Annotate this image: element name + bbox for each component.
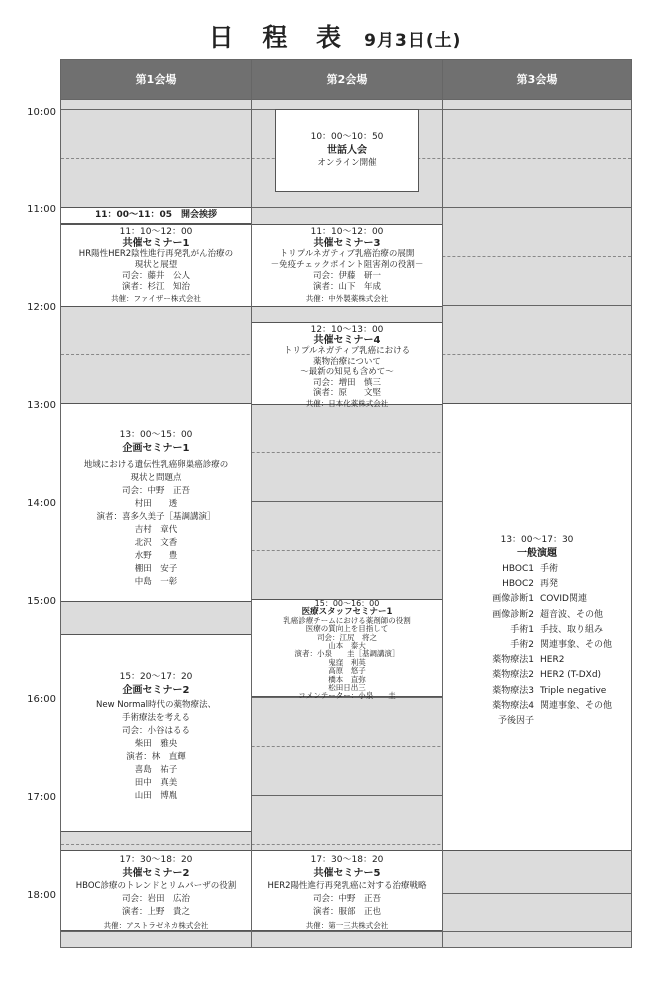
session-time: 15：20～17：20 — [119, 672, 193, 682]
session-line: 司会：中野 正吾 — [312, 894, 381, 904]
session-name: 医療スタッフセミナー1 — [301, 607, 393, 618]
session-line: 鬼窪 利英 — [328, 657, 366, 667]
session-line: 乳癌診療チームにおける薬剤師の役割 — [283, 615, 411, 625]
session-line: 司会：増田 慎三 — [312, 377, 381, 388]
session-line: 演者：杉江 知治 — [121, 282, 190, 292]
session-name: 共催セミナー1 — [122, 238, 190, 249]
session-line: 演者：喜多久美子［基調講演］ — [96, 512, 216, 522]
presentation-category: 手術1 — [510, 624, 534, 635]
session-line: 吉村 章代 — [134, 525, 178, 535]
session-line: 北沢 文香 — [134, 538, 178, 548]
opening-text: 11：00～11：05 開会挨拶 — [94, 210, 218, 220]
session-line: 司会：江尻 将之 — [317, 632, 377, 642]
presentation-category: 薬物療法1 — [492, 655, 534, 666]
general-presentations — [443, 403, 631, 851]
session-line: オンライン開催 — [317, 158, 377, 168]
presentation-topic: 関連事象、その他 — [540, 640, 613, 651]
session-name: 共催セミナー2 — [122, 868, 190, 879]
session-time: 17：30～18：20 — [119, 855, 193, 865]
session-line: New Normal時代の薬物療法、 — [96, 700, 216, 710]
session-name: 企画セミナー2 — [122, 685, 190, 696]
presentation-topic: HER2 (T-DXd) — [540, 670, 602, 681]
schedule-title: 日 程 表 — [208, 23, 352, 52]
presentation-category: 手術2 — [510, 640, 534, 651]
session-name: 共催セミナー4 — [313, 334, 381, 346]
session-line: 司会：中野 正吾 — [121, 486, 190, 496]
presentation-topic: Triple negative — [540, 685, 607, 696]
session-line: ～最新の知見も含めて～ — [300, 367, 394, 377]
presentation-category: 画像診断1 — [492, 594, 534, 605]
presentation-topic: 再発 — [540, 579, 559, 590]
sponsored-seminar-5 — [252, 850, 442, 931]
session-time: 12：10～13：00 — [310, 325, 384, 335]
session-line: －免疫チェックポイント阻害剤の役割－ — [270, 260, 424, 270]
time-label: 17:00 — [27, 792, 56, 803]
session-name: 共催セミナー3 — [313, 238, 381, 249]
session-line: 山本 泰大 — [328, 641, 366, 651]
time-label: 16:00 — [27, 694, 56, 705]
session-line: 薬物治療について — [313, 356, 381, 367]
session-line: 演者：小泉 圭［基調講演］ — [294, 649, 400, 659]
presentation-category: 画像診断2 — [492, 609, 534, 620]
session-name: 一般演題 — [517, 548, 557, 559]
steering-committee — [275, 109, 419, 192]
session-line: 司会：藤井 公人 — [121, 271, 190, 281]
column-header-hall-1: 第1会場 — [135, 73, 177, 86]
time-label: 15:00 — [27, 596, 56, 607]
session-line: 水野 豊 — [134, 551, 178, 561]
presentation-topic: COVID関連 — [540, 594, 587, 605]
session-line: トリプルネガティブ乳癌における — [283, 346, 411, 356]
schedule-date: 9月3日(土) — [364, 31, 462, 51]
session-line: コメンテーター：小泉 圭 — [298, 691, 396, 701]
session-line: 田中 真美 — [134, 778, 178, 788]
session-line: 共催：アストラゼネカ株式会社 — [103, 921, 209, 930]
session-line: 共催：第一三共株式会社 — [305, 921, 389, 930]
time-label: 12:00 — [27, 302, 56, 313]
session-line: 喜島 祐子 — [134, 765, 178, 775]
column-header-hall-3: 第3会場 — [516, 73, 558, 86]
session-line: 松田日出三 — [328, 683, 366, 693]
presentation-topic — [540, 714, 612, 729]
session-time: 15：00～16：00 — [314, 599, 380, 608]
session-line: 演者：原 文堅 — [312, 388, 381, 398]
session-line: 共催：日本化薬株式会社 — [305, 398, 389, 408]
session-line: 山田 博胤 — [134, 791, 178, 801]
sponsored-seminar-2 — [61, 850, 251, 931]
session-line: 手術療法を考える — [121, 713, 190, 723]
session-line: 棚田 安子 — [134, 564, 178, 574]
presentation-category: HBOC1 — [502, 564, 534, 574]
presentation-topic: 関連事象、その他 — [540, 700, 613, 711]
session-time: 10：00～10：50 — [310, 132, 384, 142]
sponsored-seminar-1 — [61, 224, 251, 307]
session-line: HER2陽性進行再発乳癌に対する治療戦略 — [267, 881, 427, 891]
session-line: 演者：林 直輝 — [126, 752, 186, 762]
presentation-category: 薬物療法3 — [492, 685, 534, 696]
session-line: 橋本 直弥 — [328, 674, 366, 684]
session-line: 演者：山下 年成 — [312, 282, 381, 292]
session-line: 現状と問題点 — [130, 473, 182, 483]
time-label: 11:00 — [27, 204, 56, 215]
session-line: 共催：ファイザー株式会社 — [111, 294, 201, 303]
time-label: 10:00 — [27, 107, 56, 118]
session-name: 共催セミナー5 — [313, 868, 381, 879]
session-line: 現状と展望 — [134, 260, 178, 270]
page-title — [0, 18, 670, 54]
session-line: 高原 悠子 — [328, 666, 366, 676]
presentation-topic: 手術 — [540, 564, 559, 574]
session-time: 17：30～18：20 — [310, 855, 384, 865]
presentation-topic: 手技、取り組み — [540, 624, 604, 635]
presentation-category: 薬物療法4 — [492, 700, 534, 711]
presentation-category: 予後因子 — [497, 716, 534, 727]
presentation-topic: HER2 — [540, 655, 565, 666]
session-line: 村田 透 — [134, 499, 178, 509]
session-time: 11：10～12：00 — [119, 227, 193, 237]
medical-staff-seminar-1 — [252, 599, 442, 701]
session-line: 地域における遺伝性乳癌卵巣癌診療の — [83, 460, 229, 470]
session-line: トリプルネガティブ乳癌治療の展開 — [279, 249, 415, 259]
session-line: HR陽性HER2陰性進行再発乳がん治療の — [78, 249, 234, 259]
grid-line — [61, 99, 631, 100]
time-label: 13:00 — [27, 400, 56, 411]
session-name: 企画セミナー1 — [122, 443, 190, 454]
session-time: 13：00～17：30 — [500, 535, 574, 545]
session-line: 演者：上野 貴之 — [121, 907, 190, 917]
column-divider — [251, 60, 252, 947]
grid-header — [61, 60, 631, 99]
planned-seminar-1 — [61, 403, 251, 602]
planned-seminar-2 — [61, 634, 251, 832]
session-line: 司会：伊藤 研一 — [312, 271, 381, 281]
session-line: 共催：中外製薬株式会社 — [305, 294, 389, 303]
column-header-hall-2: 第2会場 — [326, 73, 368, 86]
presentation-list — [462, 562, 612, 729]
session-line: 医療の質向上を目指して — [305, 624, 389, 634]
presentation-topic: 超音波、その他 — [540, 609, 604, 620]
opening-block — [61, 207, 251, 224]
session-line: 柴田 雅央 — [134, 739, 178, 749]
session-line: 司会：岩田 広治 — [121, 894, 190, 904]
sponsored-seminar-3 — [252, 224, 442, 307]
presentation-category: 薬物療法2 — [492, 670, 534, 681]
session-line: HBOC診療のトレンドとリムパーザの役割 — [75, 881, 237, 891]
session-line: 司会：小谷はるる — [121, 726, 190, 736]
schedule-grid — [60, 59, 632, 948]
sponsored-seminar-4 — [252, 322, 442, 408]
session-line: 中島 一彰 — [134, 577, 178, 587]
session-time: 11：10～12：00 — [310, 227, 384, 237]
presentation-category: HBOC2 — [502, 579, 534, 590]
session-time: 13：00～15：00 — [119, 430, 193, 440]
time-label: 18:00 — [27, 890, 56, 901]
session-line: 演者：服部 正也 — [312, 907, 381, 917]
session-name: 世話人会 — [327, 145, 367, 156]
time-label: 14:00 — [27, 498, 56, 509]
